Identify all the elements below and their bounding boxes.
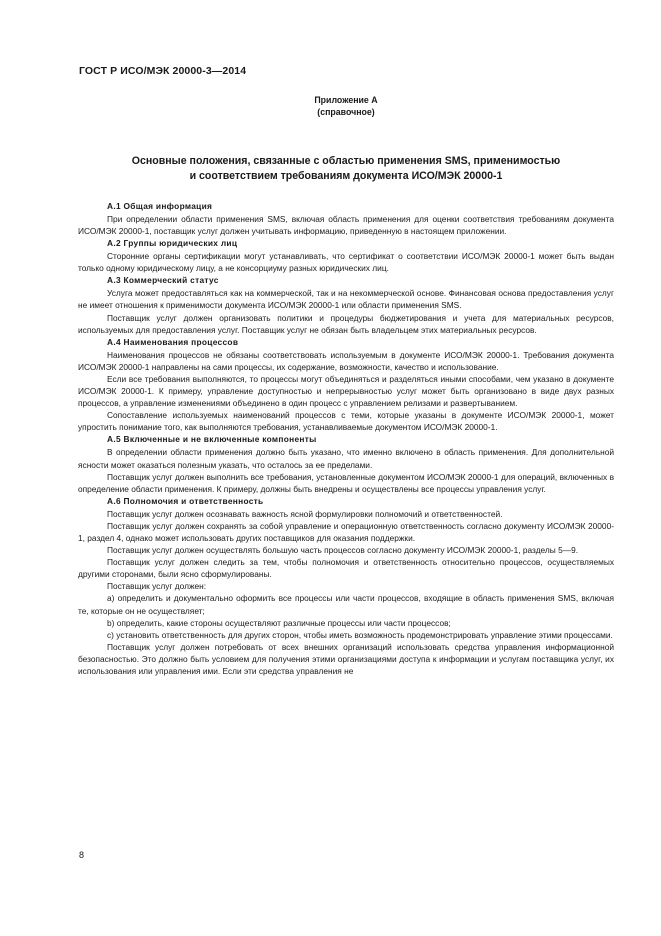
section-heading: А.1 Общая информация bbox=[107, 201, 213, 211]
paragraph: Сопоставление используемых наименований процессов с теми, которые указаны в документе ИСО/МЭК 20000-1, может упростить понимание того, как выполняются требования, устанавливаемые документом ИСО/МЭК 20000-1. bbox=[78, 410, 614, 433]
paragraph: Услуга может предоставляться как на коммерческой, так и на некоммерческой основе. Финансовая основа предоставления услуг не имеет отношения к применимости документа ИСО/МЭК 20000-1 или области применения SMS. bbox=[78, 288, 614, 311]
appendix-label: Приложение А bbox=[314, 95, 378, 105]
paragraph: В определении области применения должно быть указано, что именно включено в область применения. Для дополнительной ясности может оказаться полезным указать, что осталось за ее пределами. bbox=[78, 447, 614, 470]
section-heading: А.2 Группы юридических лиц bbox=[107, 238, 238, 249]
paragraph: Поставщик услуг должен потребовать от всех внешних организаций использовать средства управления информационной безопасностью. Это должно быть условием для получения этими организациями доступа к информации и услугам поставщика услуг, их использования или управления ими. Если эти средства управления не bbox=[78, 641, 614, 676]
appendix-type: (справочное) bbox=[317, 106, 375, 117]
list-item-c: c) установить ответственность для других сторон, чтобы иметь возможность продемонстрировать управление этими процессами. bbox=[107, 629, 613, 640]
section-a4 bbox=[78, 336, 614, 434]
page-number: 8 bbox=[79, 850, 85, 860]
section-heading: А.3 Коммерческий статус bbox=[107, 275, 219, 286]
paragraph: Поставщик услуг должен выполнить все требования, установленные документом ИСО/МЭК 20000-1 для операций, включенных в определение области применения. К примеру, должны быть внедрены и осуществлены все процессы управления услуг. bbox=[78, 471, 614, 494]
section-a2 bbox=[78, 237, 614, 274]
paragraph: Наименования процессов не обязаны соответствовать используемым в документе ИСО/МЭК 20000-1. Требования документа ИСО/МЭК 20000-1 направлены на сами процессы, их содержание, возможности, качество и использование. bbox=[78, 349, 614, 372]
appendix-heading bbox=[0, 95, 661, 118]
section-heading: А.6 Полномочия и ответственность bbox=[107, 495, 264, 506]
paragraph: При определении области применения SMS, включая область применения для оценки соответствия требованиям документа ИСО/МЭК 20000-1, поставщик услуг должен учитывать информацию, приведенную в настоящем приложении. bbox=[78, 214, 614, 237]
title-line-1: Основные положения, связанные с областью применения SMS, применимостью bbox=[131, 155, 561, 167]
paragraph: Сторонние органы сертификации могут устанавливать, что сертификат о соответствии ИСО/МЭК 20000-1 может быть выдан только одному юридическому лицу, а не консорциуму разных юридических лиц. bbox=[78, 251, 614, 274]
section-a5 bbox=[78, 433, 614, 494]
list-item-a: a) определить и документально оформить все процессы или части процессов, входящие в область применения SMS, включая те, которые он не осуществляет; bbox=[78, 593, 614, 616]
section-a1 bbox=[78, 200, 614, 237]
paragraph: Поставщик услуг должен осознавать важность ясной формулировки полномочий и ответственностей. bbox=[107, 508, 503, 519]
document-body bbox=[78, 200, 614, 677]
paragraph: Поставщик услуг должен организовать политики и процедуры бюджетирования и учета для материальных ресурсов, используемых для предоставления услуг. Поставщик услуг не обязан быть владельцем этих материальных ресурсов. bbox=[78, 312, 614, 335]
paragraph: Поставщик услуг должен: bbox=[107, 581, 207, 592]
title-line-2: и соответствием требованиям документа ИСО/МЭК 20000-1 bbox=[189, 169, 503, 182]
paragraph: Если все требования выполняются, то процессы могут объединяться и разделяться иными способами, чем указано в документе ИСО/МЭК 20000-1. К примеру, управление доступностью и непрерывностью услуг может быть организовано в виде двух разных процессов, а управление изменениями объединено в один процесс с управлением релизами и развертыванием. bbox=[78, 373, 614, 409]
paragraph: Поставщик услуг должен осуществлять большую часть процессов согласно документу ИСО/МЭК 20000-1, разделы 5—9. bbox=[107, 545, 579, 556]
section-heading: А.4 Наименования процессов bbox=[107, 336, 239, 347]
document-title bbox=[0, 154, 661, 183]
paragraph: Поставщик услуг должен следить за тем, чтобы полномочия и ответственность относительно процессов, осуществляемых другими сторонами, были ясно сформулированы. bbox=[78, 557, 614, 580]
list-item-b: b) определить, какие стороны осуществляют различные процессы или части процессов; bbox=[107, 617, 451, 628]
section-a3 bbox=[78, 274, 614, 335]
section-heading: А.5 Включенные и не включенные компоненты bbox=[107, 434, 317, 445]
paragraph: Поставщик услуг должен сохранять за собой управление и операционную ответственность согласно документу ИСО/МЭК 20000-1, раздел 4, однако может использовать других поставщиков для оказания поддержки. bbox=[78, 520, 614, 543]
section-a6 bbox=[78, 495, 614, 677]
standard-id: ГОСТ Р ИСО/МЭК 20000-3—2014 bbox=[79, 65, 247, 77]
